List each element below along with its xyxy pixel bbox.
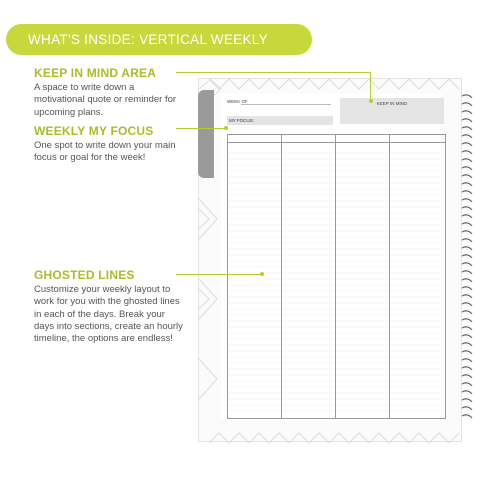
grid-divider <box>281 135 282 418</box>
callout-keep-in-mind <box>34 66 184 119</box>
section-title-banner <box>6 24 312 55</box>
callout-title: WEEKLY MY FOCUS <box>34 124 154 138</box>
leader-line-ghosted <box>176 274 262 275</box>
grid-header-row <box>228 135 445 143</box>
leader-dot-ghosted <box>260 272 264 276</box>
callout-ghosted-lines <box>34 268 184 345</box>
grid-divider <box>389 135 390 418</box>
planner-tab <box>198 90 214 178</box>
grid-divider <box>335 135 336 418</box>
callout-body: A space to write down a motivational quote or reminder for upcoming plans. <box>34 82 177 118</box>
leader-dot-focus <box>224 126 228 130</box>
planner-cover <box>198 78 462 442</box>
callout-body: One spot to write down your main focus or goal for the week! <box>34 140 176 164</box>
my-focus-label: MY FOCUS: <box>229 118 254 123</box>
callout-title: KEEP IN MIND AREA <box>34 66 157 80</box>
leader-dot-keep-in-mind <box>369 99 373 103</box>
section-title: WHAT'S INSIDE: VERTICAL WEEKLY <box>28 32 268 47</box>
leader-line-keep-in-mind-drop <box>370 72 371 101</box>
spiral-binding <box>460 92 474 426</box>
leader-line-focus <box>176 128 226 129</box>
weekly-columns-grid <box>227 134 446 419</box>
callout-body: Customize your weekly layout to work for you with the ghosted lines in each of the days. Break your days into sections, create an hourly timeline, the options are endless! <box>34 284 183 345</box>
keep-in-mind-label: KEEP IN MIND <box>376 101 408 106</box>
week-of-line <box>241 104 331 105</box>
week-of-label: WEEK OF <box>227 99 248 104</box>
leader-line-keep-in-mind <box>176 72 371 73</box>
keep-in-mind-box <box>340 98 444 124</box>
planner-illustration <box>198 78 462 442</box>
callout-title: GHOSTED LINES <box>34 268 135 282</box>
callout-weekly-focus <box>34 124 184 165</box>
my-focus-box <box>227 116 333 125</box>
